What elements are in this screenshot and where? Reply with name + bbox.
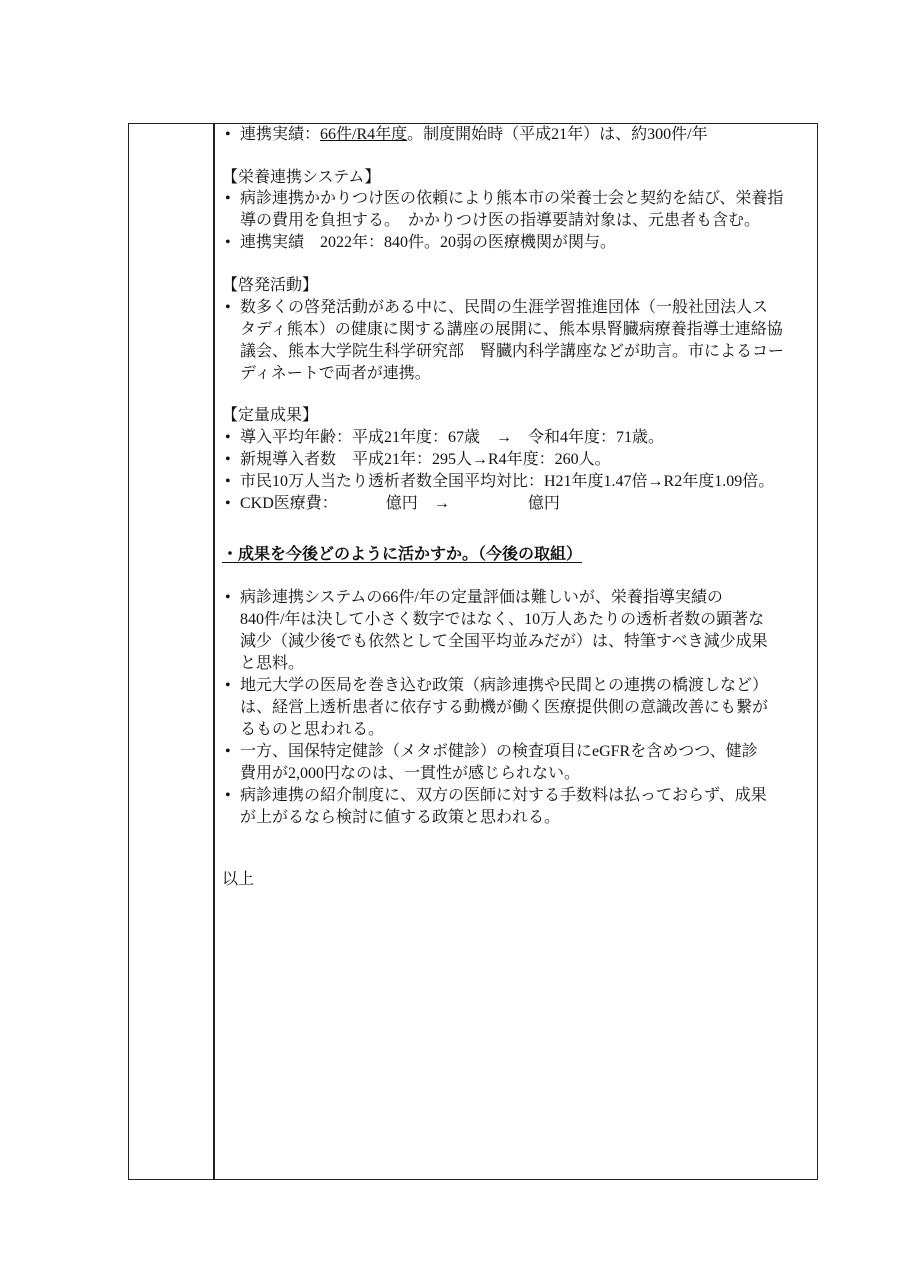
awareness-heading: 【啓発活動】 — [222, 277, 319, 294]
future-item: 病診連携の紹介制度に、双方の医師に対する手数料は払っておらず、成果 — [240, 787, 767, 804]
nutrition-item: 導の費用を負担する。 かかりつけ医の指導要請対象は、元患者も含む。 — [240, 212, 761, 229]
column-divider — [213, 123, 215, 1180]
bullet: • — [225, 495, 231, 512]
nutrition-heading: 【栄養連携システム】 — [222, 169, 381, 186]
bullet: • — [225, 589, 231, 606]
awareness-item: タディ熊本）の健康に関する講座の展開に、熊本県腎臓病療養指導士連絡協 — [240, 321, 783, 338]
awareness-item: 議会、熊本大学院生科学研究部 腎臓内科学講座などが助言。市によるコー — [240, 343, 785, 360]
ckd-cost: CKD医療費： 億円 → 億円 — [240, 495, 560, 512]
future-item: が上がるなら検討に値する政策と思われる。 — [240, 809, 561, 826]
future-item: と思料。 — [240, 655, 305, 672]
future-item: 費用が2,000円なのは、一貫性が感じられない。 — [240, 765, 581, 782]
bullet: • — [225, 787, 231, 804]
bullet: • — [225, 126, 231, 143]
awareness-item: 数多くの啓発活動がある中に、民間の生涯学習推進団体（一般社団法人ス — [240, 299, 769, 316]
collaboration-results: 連携実績：66件/R4年度。制度開始時（平成21年）は、約300件/年 — [240, 126, 708, 143]
bullet: • — [225, 299, 231, 316]
bullet: • — [225, 190, 231, 207]
future-item: 840件/年は決して小さく数字ではなく、10万人あたりの透析者数の顕著な — [240, 611, 765, 628]
closing-text: 以上 — [222, 871, 255, 888]
future-item: るものと思われる。 — [240, 721, 385, 738]
future-item: 病診連携システムの66件/年の定量評価は難しいが、栄養指導実績の — [240, 589, 723, 606]
bullet: • — [225, 234, 231, 251]
future-item: 地元大学の医局を巻き込む政策（病診連携や民間との連携の橋渡しなど） — [240, 677, 769, 694]
future-item: 減少（減少後でも依然として全国平均並みだが）は、特筆すべき減少成果 — [240, 633, 768, 650]
future-heading: ・成果を今後どのように活かすか。（今後の取組） — [222, 546, 583, 563]
quantitative-item: 導入平均年齢：平成21年度：67歳 → 令和4年度：71歳。 — [240, 429, 665, 446]
quantitative-heading: 【定量成果】 — [222, 407, 319, 424]
nutrition-item: 連携実績 2022年：840件。20弱の医療機関が関与。 — [240, 234, 617, 251]
nutrition-item: 病診連携かかりつけ医の依頼により熊本市の栄養士会と契約を結び、栄養指 — [240, 190, 784, 207]
bullet: • — [225, 429, 231, 446]
future-item: は、経営上透析患者に依存する動機が働く医療提供側の意識改善にも繋が — [240, 699, 769, 716]
future-item: 一方、国保特定健診（メタボ健診）の検査項目にeGFRを含めつつ、健診 — [240, 743, 758, 760]
bullet: • — [225, 451, 231, 468]
bullet: • — [225, 677, 231, 694]
quantitative-item: 新規導入者数 平成21年：295人→R4年度：260人。 — [240, 451, 611, 468]
quantitative-item: 市民10万人当たり透析者数全国平均対比：H21年度1.47倍→R2年度1.09倍。 — [240, 473, 775, 490]
bullet: • — [225, 473, 231, 490]
awareness-item: ディネートで両者が連携。 — [240, 365, 431, 382]
bullet: • — [225, 743, 231, 760]
